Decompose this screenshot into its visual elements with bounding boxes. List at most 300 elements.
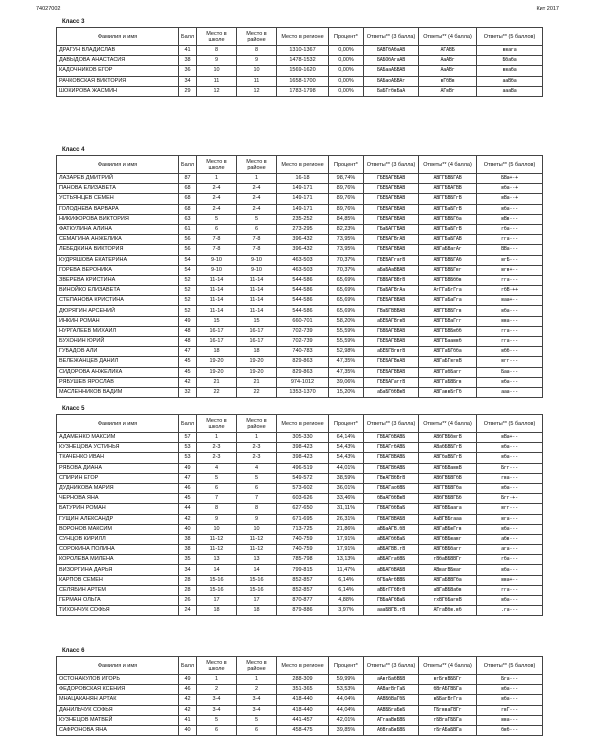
student-name: БАТУРИН РОМАН [57,504,179,514]
district-place: 6 [237,725,277,735]
district-place: 8 [237,46,277,56]
answers-3: ГБЕБАГВВАВ [364,214,419,224]
school-place: 15 [197,316,237,326]
school-place: 6 [197,224,237,234]
school-place: 1 [197,433,237,443]
column-header: Процент* [329,657,364,675]
region-place: 16-18 [277,174,329,184]
student-name: ДАВЫДОВА АНАСТАСИЯ [57,56,179,66]
answers-3: ГБЕБАГгагВ [364,255,419,265]
score: 42 [179,705,197,715]
score: 56 [179,245,197,255]
answers-3: ГБЕБАГВВАВ [364,245,419,255]
answers-5: вба--- [477,695,543,705]
student-name: ВИНОЙКО ЕЛИЗАВЕТА [57,286,179,296]
student-name: ГУБАДОВ АЛИ [57,347,179,357]
district-place: 2-3 [237,443,277,453]
region-place: 1353-1370 [277,387,329,397]
answers-4: АВГаБГвгвВ [419,357,477,367]
percent: 70,37% [329,265,364,275]
table-row [57,596,543,606]
answers-3: БАВГбАбаАВ [364,46,419,56]
district-place: 8 [237,504,277,514]
column-header: Балл [179,28,197,46]
answers-5: гва--- [477,473,543,483]
school-place: 11-14 [197,306,237,316]
header-row [57,415,543,433]
region-place: 544-586 [277,306,329,316]
region-place: 544-586 [277,275,329,285]
column-header: Место в регионе [277,156,329,174]
answers-3: аБаБАаВВАВ [364,265,419,275]
percent: 53,53% [329,685,364,695]
table-row [57,715,543,725]
percent: 3,97% [329,606,364,616]
answers-4: АВГГВБВГба [419,483,477,493]
column-header: Ответы** (4 балла) [419,657,477,675]
score: 54 [179,265,197,275]
percent: 47,35% [329,357,364,367]
district-place: 22 [237,387,277,397]
region-place: 463-503 [277,255,329,265]
school-place: 2 [197,685,237,695]
percent: 84,85% [329,214,364,224]
student-name: КУДРЯШОВА ЕКАТЕРИНА [57,255,179,265]
answers-5: вгг--- [477,504,543,514]
student-name: СИДОРОВА АНЖЕЛИКА [57,367,179,377]
answers-5: вВа--+ [477,194,543,204]
column-header: Ответы** (5 баллов) [477,415,543,433]
answers-4: АВГГБВБббв [419,275,477,285]
district-place: 1 [237,675,277,685]
percent: 6,14% [329,585,364,595]
answers-4: вгБгвВББГг [419,675,477,685]
score: 52 [179,275,197,285]
region-place: 702-739 [277,337,329,347]
score: 68 [179,184,197,194]
column-header: Ответы** (3 балла) [364,415,419,433]
answers-3: АбВгаБвБВБ [364,725,419,735]
column-header: Фамилия и имя [57,415,179,433]
answers-3: аБЕБАГВгвВ [364,316,419,326]
region-place: 149-171 [277,184,329,194]
answers-5: ВВа--- [477,245,543,255]
table-row [57,286,543,296]
answers-4: гБгАБаБВГа [419,725,477,735]
answers-4: ГБгвваГВГг [419,705,477,715]
answers-4: АВГаввБгГб [419,387,477,397]
region-place: 544-586 [277,296,329,306]
school-place: 13 [197,555,237,565]
district-place: 7-8 [237,235,277,245]
answers-5: вгг--- [477,357,543,367]
score: 32 [179,387,197,397]
table-row [57,545,543,555]
answers-3: ААВБбВаГбБ [364,695,419,705]
answers-4: вББагВгГга [419,695,477,705]
answers-4: АГгаВбв.вб [419,606,477,616]
answers-4: АВвагВБвaг [419,565,477,575]
table-row [57,585,543,595]
answers-3: аАвгБабВБВ [364,675,419,685]
answers-5: вба--- [477,565,543,575]
answers-5: гга--- [477,585,543,595]
school-place: 6 [197,483,237,493]
answers-5: гга--- [477,337,543,347]
district-place: 18 [237,606,277,616]
score: 48 [179,337,197,347]
answers-4: АВГГБВаГгг [419,316,477,326]
table-row [57,265,543,275]
answers-4: АВбГВБВГбВ [419,473,477,483]
region-place: 496-519 [277,463,329,473]
district-place: 2-4 [237,194,277,204]
school-place: 3-4 [197,695,237,705]
student-name: САФРОНОВА ЯНА [57,725,179,735]
answers-5: ааВба [477,76,543,86]
district-place: 7 [237,494,277,504]
region-place: 396-432 [277,245,329,255]
answers-5: вба--- [477,596,543,606]
answers-5: Ббаба [477,56,543,66]
table-row [57,514,543,524]
score: 45 [179,367,197,377]
answers-5: вва--- [477,316,543,326]
region-place: 785-798 [277,555,329,565]
score: 68 [179,204,197,214]
percent: 58,20% [329,316,364,326]
region-place: 829-863 [277,367,329,377]
section-class-4 [56,146,542,398]
score: 52 [179,296,197,306]
student-name: КУЗНЕЦОВ МАТВЕЙ [57,715,179,725]
percent: 82,23% [329,224,364,234]
percent: 4,88% [329,596,364,606]
answers-3: ГВвАГВбВгВ [364,473,419,483]
district-place: 6 [237,483,277,493]
region-place: 351-365 [277,685,329,695]
student-name: ТКАЧЕНКО ИВАН [57,453,179,463]
answers-4: вГбВв [419,76,477,86]
region-place: 463-503 [277,265,329,275]
region-place: 1478-1532 [277,56,329,66]
section-title: Класс 6 [62,648,85,654]
score: 42 [179,377,197,387]
student-name: МНАЦАКАНЯН АРТАК [57,695,179,705]
table-row [57,296,543,306]
percent: 55,59% [329,337,364,347]
table-row [57,433,543,443]
district-place: 9 [237,56,277,66]
school-place: 7 [197,494,237,504]
section-title: Класс 4 [62,147,85,153]
answers-3: ГВБАГбВАВБ [364,433,419,443]
student-name: СЕМАГИНА АНЖЕЛИКА [57,235,179,245]
school-place: 18 [197,606,237,616]
table-row [57,725,543,735]
student-name: РЯБОВА ДИАНА [57,463,179,473]
school-place: 19-20 [197,357,237,367]
answers-4: АВГбаВБГгВ [419,453,477,463]
percent: 0,00% [329,86,364,96]
answers-3: ГБЕБАГВВАВ [364,367,419,377]
results-table [56,414,543,616]
column-header: Фамилия и имя [57,28,179,46]
region-place: 1569-1620 [277,66,329,76]
answers-5: вва--- [477,715,543,725]
student-name: КАДОЧНИКОВ ЕГОР [57,66,179,76]
answers-4: АВГаВБвГгв [419,524,477,534]
answers-4: АВбГВБВГБб [419,494,477,504]
school-place: 1 [197,675,237,685]
score: 38 [179,545,197,555]
column-header: Фамилия и имя [57,657,179,675]
section-class-5 [56,405,542,616]
region-place: 1658-1700 [277,76,329,86]
table-row [57,245,543,255]
answers-3: ГВБАГВВАБВ [364,514,419,524]
percent: 17,91% [329,534,364,544]
region-place: 702-739 [277,326,329,336]
school-place: 15-16 [197,575,237,585]
answers-5: ааа--- [477,387,543,397]
answers-4: бВгАБГВБГа [419,685,477,695]
student-name: СТЕПАНОВА КРИСТИНА [57,296,179,306]
answers-3: аБаБГббВвВ [364,387,419,397]
percent: 52,98% [329,347,364,357]
district-place: 12 [237,86,277,96]
percent: 98,74% [329,174,364,184]
percent: 31,11% [329,504,364,514]
answers-3: АГгааВвБВБ [364,715,419,725]
district-place: 15-16 [237,575,277,585]
school-place: 7-8 [197,235,237,245]
table-row [57,46,543,56]
score: 46 [179,685,197,695]
table-row [57,235,543,245]
answers-5: аааВа [477,86,543,96]
table-row [57,194,543,204]
district-place: 5 [237,715,277,725]
table-row [57,76,543,86]
district-place: 15 [237,316,277,326]
header-row [57,28,543,46]
school-place: 11-14 [197,286,237,296]
section-title: Класс 5 [62,406,85,412]
percent: 38,59% [329,473,364,483]
table-row [57,275,543,285]
region-place: 549-572 [277,473,329,483]
score: 40 [179,524,197,534]
table-row [57,695,543,705]
answers-3: ГБВБАГВВАВ [364,326,419,336]
answers-3: аВБАГВВ.гВ [364,545,419,555]
table-row [57,316,543,326]
percent: 65,69% [329,275,364,285]
answers-4: АВГГБаБГАВ [419,235,477,245]
answers-3: БАБаоАБВАг [364,76,419,86]
answers-5: вба--- [477,685,543,695]
column-header: Процент* [329,156,364,174]
region-place: 829-863 [277,357,329,367]
student-name: БУХОНИН ЮРИЙ [57,337,179,347]
student-name: ДУДНИКОВА МАРИЯ [57,483,179,493]
answers-5: БВа+-+ [477,174,543,184]
student-name: ШОКИРОВА ЖАСМИН [57,86,179,96]
column-header: Место в районе [237,156,277,174]
section-title: Класс 3 [62,19,85,25]
answers-4: АВГГБВБвбб [419,326,477,336]
table-row [57,347,543,357]
table-row [57,387,543,397]
district-place: 2-3 [237,453,277,463]
student-name: КУЗНЕЦОВА УСТИНЬЯ [57,443,179,453]
region-place: 573-602 [277,483,329,493]
percent: 0,00% [329,46,364,56]
answers-4: АВГГБВБГба [419,214,477,224]
student-name: НУРГАЛЕЕВ МИХАИЛ [57,326,179,336]
table-row [57,214,543,224]
region-place: 305-330 [277,433,329,443]
answers-4: АГАВБ [419,46,477,56]
answers-4: гВбаВБВВГг [419,555,477,565]
answers-5: .га--- [477,606,543,616]
answers-4: АВГГБВБГгВ [419,194,477,204]
district-place: 11-14 [237,286,277,296]
percent: 65,69% [329,296,364,306]
percent: 70,37% [329,255,364,265]
school-place: 8 [197,46,237,56]
percent: 65,69% [329,306,364,316]
student-name: ЛЕБЕДКИНА ВИКТОРИЯ [57,245,179,255]
percent: 44,04% [329,695,364,705]
percent: 89,76% [329,184,364,194]
results-table [56,656,543,736]
score: 49 [179,675,197,685]
percent: 11,47% [329,565,364,575]
score: 44 [179,504,197,514]
answers-3: аБЕБГВгвгВ [364,347,419,357]
percent: 36,01% [329,483,364,493]
score: 40 [179,725,197,735]
score: 26 [179,596,197,606]
school-place: 2-4 [197,184,237,194]
answers-3: аВБАГгабВБ [364,555,419,565]
region-place: 852-857 [277,585,329,595]
answers-5: гга--- [477,275,543,285]
score: 52 [179,286,197,296]
score: 34 [179,76,197,86]
school-place: 16-17 [197,337,237,347]
page-header [36,6,559,15]
school-place: 6 [197,725,237,735]
table-row [57,565,543,575]
answers-4: АВГГаБаГга [419,296,477,306]
score: 24 [179,606,197,616]
student-name: ДАНИЛЬЧУК СОФЬЯ [57,705,179,715]
answers-3: ГВБАГббВаБ [364,504,419,514]
school-place: 4 [197,463,237,473]
student-name: МАСЛЕННИКОВ ВАДИМ [57,387,179,397]
answers-5: Бгг-+- [477,494,543,504]
table-row [57,494,543,504]
header-row [57,156,543,174]
school-place: 10 [197,524,237,534]
table-row [57,483,543,493]
answers-3: БАБОбАгаАВ [364,56,419,66]
student-name: ВИЗОРГИНА ДАРЬЯ [57,565,179,575]
region-place: 544-586 [277,286,329,296]
student-name: СПИРИН ЕГОР [57,473,179,483]
student-name: ФАТКУЛИНА АЛИНА [57,224,179,234]
region-place: 603-626 [277,494,329,504]
answers-5: вВв--- [477,214,543,224]
table-row [57,306,543,316]
percent: 54,43% [329,453,364,463]
region-place: 1783-1798 [277,86,329,96]
answers-3: аВБАГббВаБ [364,534,419,544]
answers-4: АГвВг [419,86,477,96]
answers-4: АаВГВБгааа [419,514,477,524]
answers-5: вба--- [477,204,543,214]
column-header: Место в школе [197,28,237,46]
answers-3: ГБЕБАГВвАВ [364,357,419,367]
region-place: 660-701 [277,316,329,326]
results-table [56,27,543,97]
column-header: Место в районе [237,657,277,675]
region-place: 713-725 [277,524,329,534]
answers-5: Баа--- [477,367,543,377]
column-header: Место в школе [197,156,237,174]
answers-5: вгв+-- [477,265,543,275]
table-row [57,86,543,96]
school-place: 21 [197,377,237,387]
table-row [57,675,543,685]
school-place: 5 [197,715,237,725]
student-name: ВОРОНОВ МАКСИМ [57,524,179,534]
table-row [57,326,543,336]
region-place: 1310-1367 [277,46,329,56]
answers-5: вга--- [477,514,543,524]
student-name: ДРАГУН ВЛАДИСЛАВ [57,46,179,56]
percent: 64,14% [329,433,364,443]
district-place: 19-20 [237,357,277,367]
answers-3: ГВБАГгбАВБ [364,443,419,453]
region-place: 974-1012 [277,377,329,387]
column-header: Процент* [329,28,364,46]
score: 68 [179,194,197,204]
district-place: 10 [237,66,277,76]
answers-3: ААВББгаБвБ [364,705,419,715]
region-place: 441-457 [277,715,329,725]
school-place: 9-10 [197,265,237,275]
school-place: 11-14 [197,296,237,306]
column-header: Ответы** (4 балла) [419,415,477,433]
table-row [57,174,543,184]
answers-5: вгБ--- [477,255,543,265]
column-header: Ответы** (5 баллов) [477,28,543,46]
answers-5: абв--- [477,534,543,544]
column-header: Ответы** (5 баллов) [477,657,543,675]
district-place: 3-4 [237,695,277,705]
score: 87 [179,174,197,184]
percent: 89,76% [329,194,364,204]
school-place: 2-3 [197,443,237,453]
school-place: 1 [197,174,237,184]
answers-4: АаАВг [419,66,477,76]
student-name: СОРОКИНА ПОЛИНА [57,545,179,555]
student-name: ВЕЛЕЖАНЦЕВ ДАНИЛ [57,357,179,367]
